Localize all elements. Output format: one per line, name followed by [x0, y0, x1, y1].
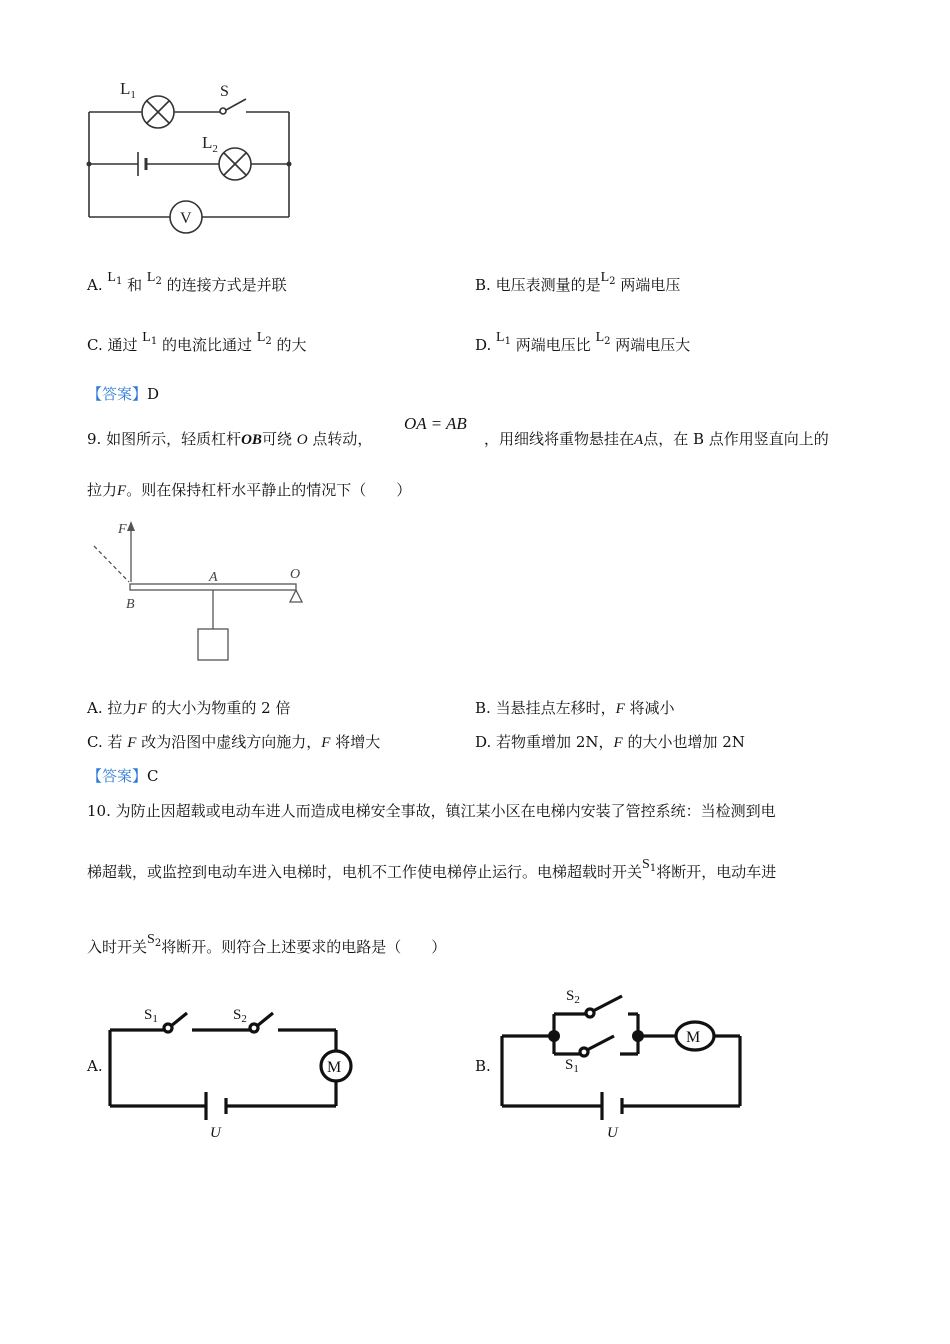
q8-option-b[interactable]: B. 电压表测量的是$L^2$ 两端电压	[475, 270, 681, 294]
q10-option-a-label[interactable]: A.	[87, 1057, 103, 1075]
label-V: V	[180, 210, 192, 227]
switch-s1-label: $S_1$	[144, 1007, 158, 1025]
source-label: U	[607, 1125, 618, 1140]
label-O: O	[290, 567, 301, 582]
q10-stem-line2: 梯超载，或监控到电动车进入电梯时，电机不工作使电梯停止运行。电梯超载时开关$S^1$将断开，电动车进	[87, 857, 777, 881]
motor-label: M	[686, 1029, 701, 1046]
label-L2: $L_2$	[202, 133, 218, 155]
switch-s2-label: $S_2$	[233, 1007, 247, 1025]
q9-lever-diagram	[86, 512, 316, 667]
q8-option-d[interactable]: D. $L^1$ 两端电压比 $L^2$ 两端电压大	[475, 330, 691, 354]
q9-stem-line1-cont: ，用细线将重物悬挂在A点，在 B 点作用竖直向上的	[484, 430, 829, 448]
motor-label: M	[327, 1059, 342, 1076]
source-label: U	[210, 1125, 221, 1140]
q9-stem-line2: 拉力F。则在保持杠杆水平静止的情况下（ ）	[87, 481, 412, 499]
label-A: A	[209, 570, 218, 585]
q9-stem-line1: 9. 如图所示，轻质杠杆OB可绕 O 点转动，	[87, 430, 373, 448]
q9-option-d[interactable]: D. 若物重增加 2N，F 的大小也增加 2N	[475, 733, 745, 751]
label-B: B	[126, 597, 135, 612]
q10-option-a-circuit[interactable]	[100, 998, 370, 1140]
q10-stem-line3: 入时开关$S^2$将断开。则符合上述要求的电路是（ ）	[87, 932, 447, 956]
q8-answer: 【答案】D	[87, 385, 160, 403]
q9-option-c[interactable]: C. 若 F 改为沿图中虚线方向施力，F 将增大	[87, 733, 381, 751]
switch-s1-label: $S_1$	[565, 1057, 579, 1075]
switch-s2-label: $S_2$	[566, 988, 580, 1006]
label-S: S	[220, 83, 229, 100]
q8-option-c[interactable]: C. 通过 $L^1$ 的电流比通过 $L^2$ 的大	[87, 330, 307, 354]
q9-answer: 【答案】C	[87, 767, 159, 785]
label-L1: $L_1$	[120, 79, 136, 101]
q8-circuit-diagram	[80, 72, 310, 242]
q8-option-a[interactable]: A. $L^1$ 和 $L^2$ 的连接方式是并联	[87, 270, 287, 294]
q9-option-b[interactable]: B. 当悬挂点左移时，F 将减小	[475, 699, 675, 717]
q9-option-a[interactable]: A. 拉力F 的大小为物重的 2 倍	[87, 699, 291, 717]
q10-stem-line1: 10. 为防止因超载或电动车进人而造成电梯安全事故，镇江某小区在电梯内安装了管控系统：当检测到电	[87, 802, 776, 820]
q10-option-b-circuit[interactable]	[490, 982, 760, 1140]
q10-option-b-label[interactable]: B.	[475, 1057, 491, 1075]
q9-equation: OA = AB	[404, 414, 467, 433]
label-F: F	[118, 522, 127, 537]
